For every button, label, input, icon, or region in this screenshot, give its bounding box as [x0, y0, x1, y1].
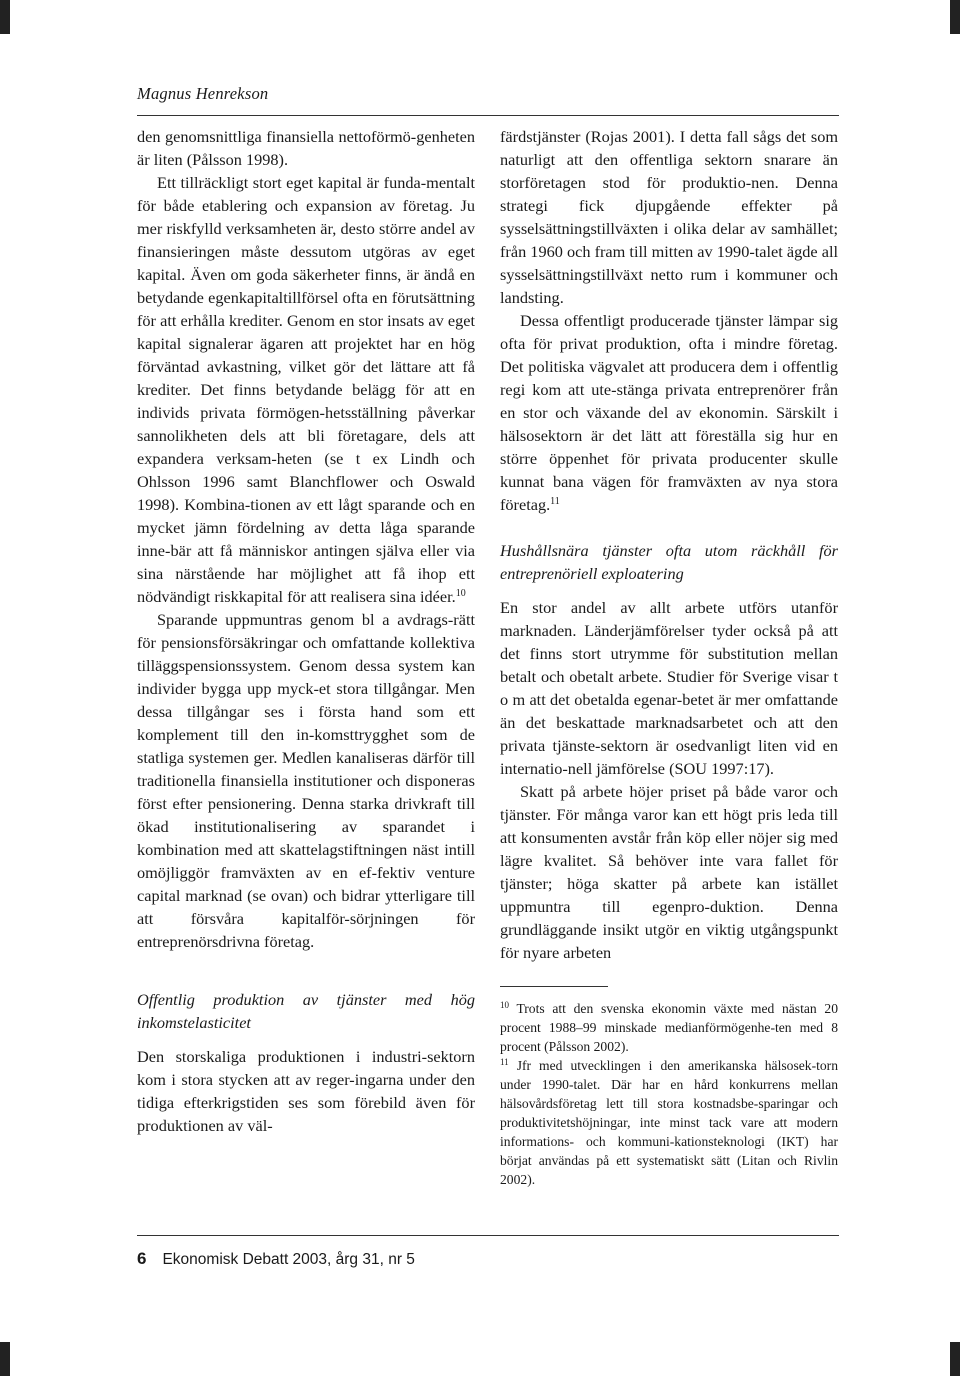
crop-mark-bottom-left [0, 1342, 10, 1376]
section-heading-hushallsnara-tjanster: Hushållsnära tjänster ofta utom räckhåll för entreprenöriell exploatering [500, 541, 838, 583]
right-column [500, 125, 838, 1189]
left-column [137, 125, 475, 1137]
crop-mark-bottom-right [950, 1342, 960, 1376]
right-paragraph-4: Skatt på arbete höjer priset på både varor och tjänster. För många varor kan ett högt pris leda till att konsumenten avstår från köp eller nöjer sig med lägre kvalitet. Så behöver inte vara fallet för tjänster; höga skatter på arbete kan istället uppmuntra till egenpro-duktion. Denna grundläggande insikt utgör en viktig utgångspunkt för nyare arbeten [500, 782, 838, 962]
footnote-ref-11[interactable]: 11 [550, 496, 560, 507]
running-header-author: Magnus Henrekson [137, 84, 269, 103]
crop-mark-top-left [0, 0, 10, 34]
section-heading-offentlig-produktion: Offentlig produktion av tjänster med hög inkomstelasticitet [137, 990, 475, 1032]
right-paragraph-3: En stor andel av allt arbete utförs utanför marknaden. Länderjämförelser tyder också på att det finns stort utrymme för substitution mellan betalt och obetalt arbete. Studier för Sverige visar t o m att det obetalda egenar-betet är mer omfattande än det beskattade marknadsarbetet och att den privata tjänste-sektorn är osedvanligt liten vid en internatio-nell jämförelse (SOU 1997:17). [500, 598, 838, 778]
footnote-11: $^{11}$ Jfr med utvecklingen i den amerikanska hälsosek-torn under 1990-talet. Där har en hård konkurrens mellan hälsovårdsföretag lett till stora kostnadsbe-sparingar och produktivitetshöjningar, inte minst tack vare att modern informations- och kommuni-kationsteknologi (IKT) har börjat användas på ett systematiskt sätt (Litan och Rivlin 2002). [500, 1057, 839, 1187]
footnote-10: $^{10}$ Trots att den svenska ekonomin växte med nästan 20 procent 1988–99 minskade medianförmögenhe-ten med 8 procent (Pålsson 2002). [500, 1000, 838, 1054]
footer-rule [137, 1235, 839, 1236]
journal-citation: Ekonomisk Debatt 2003, årg 31, nr 5 [162, 1251, 415, 1268]
footnote-rule [500, 986, 608, 987]
right-paragraph-2: Dessa offentligt producerade tjänster lämpar sig ofta för privat produktion, ofta i mindre företag. Det politiska vägvalet att producera dem i offentlig regi kom att ute-stänga privata entreprenörer från en stor och växande del av ekonomin. Särskilt i hälsosektorn är det lätt att föreställa sig hur en större öppenhet för privata producenter skulle kunnat bana vägen för framväxten av nya stora företag.$^{11}$ [500, 311, 838, 514]
right-paragraph-1: färdstjänster (Rojas 2001). I detta fall sågs det som naturligt att den offentliga sektorn snarare än storföretagen stod för produktio-nen. Denna strategi fick djupgående effekter på sysselsättningstillväxten i olika delar av samhället; från 1960 och fram till mitten av 1990-talet ägde all sysselsättningstillväxt netto rum i kommuner och landsting. [500, 127, 838, 307]
crop-mark-top-right [950, 0, 960, 34]
left-paragraph-3: Sparande uppmuntras genom bl a avdrags-rätt för pensionsförsäkringar och omfattande kollektiva tilläggspensionssystem. Genom dessa system kan individer bygga upp myck-et stora tillgångar. Men dessa tillgångar ses i första hand som ett komplement till den in-komsttrygghet som de statliga systemen ger. Medlen kanaliseras därför till traditionella finansiella institutioner och disponeras först efter pensionering. Denna starka drivkraft till ökad institutionalisering av sparandet i kombination med att skattelagstiftningen näst intill omöjliggör framväxten av en ef-fektiv venture capital marknad (se ovan) och bidrar ytterligare till att försvåra kapitalför-sörjningen för entreprenörsdrivna företag. [137, 610, 475, 951]
header-rule [137, 115, 839, 116]
left-paragraph-4: Den storskaliga produktionen i industri-sektorn kom i stora stycken att av reger-ingarna under den tidiga efterkrigstiden ses som förebild även för produktionen av väl- [137, 1047, 475, 1135]
page-footer [137, 1249, 415, 1269]
left-paragraph-2: Ett tillräckligt stort eget kapital är funda-mentalt för både etablering och expansion av företag. Ju mer riskfylld verksamheten är, desto större andel av finansieringen måste dessutom utgöras av eget kapital. Även om goda säkerheter finns, är ändå en betydande egenkapitaltillförsel ofta en förutsättning för att erhålla krediter. Genom en stor insats av eget kapital signalerar ägaren att projektet har en hög förväntad avkastning, vilket gör det lättare att få krediter. Det finns betydande belägg för att en individs privata förmögen-hetsställning påverkar sannolikheten dels att bli företagare, dels att expandera verksam-heten (se t ex Lindh och Ohlsson 1996 samt Blanchflower och Oswald 1998). Kombina-tionen av ett lågt sparande och en mycket jämn fördelning av detta låga sparande inne-bär att få människor antingen själva eller via sina närstående har möjlighet att få ihop ett nödvändigt riskkapital för att realisera sina idéer.$^{10}$ [137, 173, 475, 606]
footnote-ref-10[interactable]: 10 [455, 588, 466, 599]
page-number: 6 [137, 1249, 147, 1268]
left-paragraph-1: den genomsnittliga finansiella nettoförmö-genheten är liten (Pålsson 1998). [137, 127, 475, 169]
